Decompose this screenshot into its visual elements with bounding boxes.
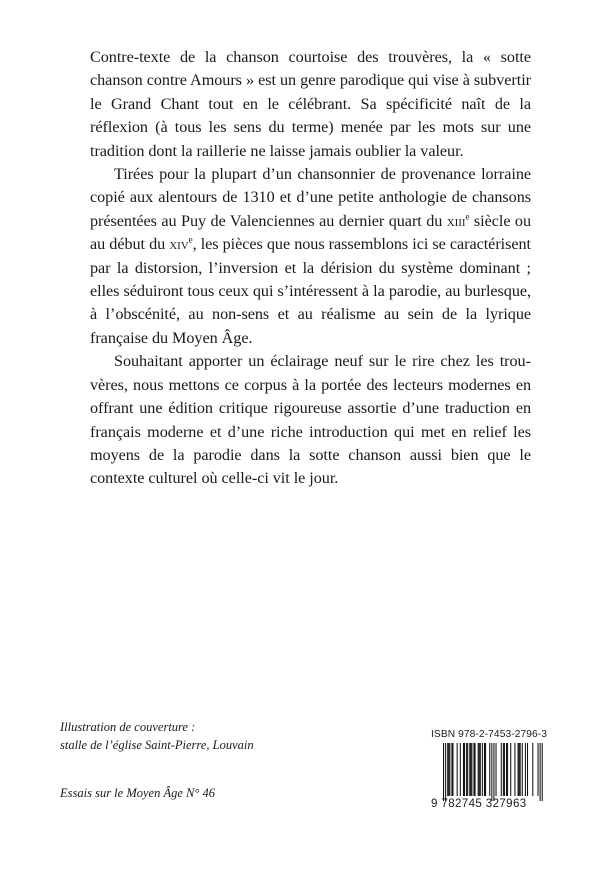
barcode-digit-groups: 782745 327963 [441,798,527,810]
barcode-bar [466,743,467,796]
barcode-bar [470,743,471,796]
century-superscript-2: e [188,234,193,245]
blurb-paragraph-2-part-a: Tirées pour la plupart d’un chansonnier de provenance lorraine copié aux alentours de 1310 et d’une petite anthologie de chansons présentées au Puy de Valenciennes au dernier quart du [90,165,531,230]
barcode-first-digit: 9 [431,798,438,810]
barcode-bar [514,743,515,796]
century-roman-13: xiii [446,211,466,230]
barcode-bar [522,743,523,796]
barcode-bar [525,743,526,796]
barcode-bar [519,743,520,796]
century-roman-14: xiv [169,235,189,254]
barcode-bar [518,743,519,796]
barcode-bar [501,743,502,796]
barcode-bar [445,743,446,801]
barcode-bar [475,743,476,796]
series-title: Essais sur le Moyen Âge N° 46 [60,786,215,800]
barcode-bar [503,743,504,796]
barcode-bar [443,743,444,801]
barcode-bar [448,743,449,796]
barcode-bar [504,743,505,796]
barcode-bar [493,743,494,801]
barcode-bar [507,743,508,796]
barcode-bar [471,743,472,796]
barcode-bar [485,743,486,796]
illustration-credit-line-2: stalle de l’église Saint-Pierre, Louvain [60,738,254,752]
isbn-barcode [431,729,549,815]
barcode-bar [520,743,521,796]
barcode-bar [478,743,479,796]
blurb [90,46,531,491]
barcode-bars [431,743,549,801]
barcode-bar [542,743,543,801]
barcode-bar [510,743,511,796]
barcode-bar [496,743,497,796]
illustration-credit-line-1: Illustration de couverture : [60,720,196,734]
barcode-bar [532,743,533,796]
barcode-bar [460,743,461,796]
century-superscript-1: e [465,211,470,222]
blurb-paragraph-2-part-c: , les pièces que nous rassemblons ici se caractérisent par la distorsion, l’inversion et la dérision du système dominant ; elles séduiront tous ceux qui s’intéressent à la parodie, au burlesque, à l’obscénité, au non-sens et au réalisme au sein de la lyrique française du Moyen Âge. [90,235,531,347]
barcode-bar [463,743,464,796]
barcode-bar [491,743,492,801]
blurb-paragraph-3: Souhaitant apporter un éclairage neuf sur le rire chez les trouvères, nous mettons ce corpus à la portée des lecteurs modernes en offrant une édition critique rigoureuse assortie d’une traduction en français moderne et d’une riche introduction qui met en relief les moyens de la parodie dans la sotte chanson aussi bien que le contexte culturel où celle-ci vit le jour. [90,352,531,488]
barcode-bar [540,743,541,801]
barcode-bar [489,743,490,796]
barcode-bar [447,743,448,796]
barcode-bar [452,743,453,796]
barcode-bar [484,743,485,796]
barcode-digits [431,798,549,810]
barcode-bar [469,743,470,796]
barcode-bar [480,743,481,796]
barcode-bar [464,743,465,796]
barcode-bar [457,743,458,796]
barcode-bar [479,743,480,796]
barcode-bar [467,743,468,796]
barcode-bar [451,743,452,796]
barcode-bar [449,743,450,796]
barcode-bar [506,743,507,796]
barcode-bar [473,743,474,796]
blurb-paragraph-1: Contre-texte de la chanson courtoise des trouvères, la « sotte chanson contre Amours » est un genre parodique qui vise à subvertir le Grand Chant tout en le célébrant. Sa spécificité naît de la réflexion (à tous les sens du terme) menée par les mots sur une tradition dont la raillerie ne laisse jamais oublier la valeur. [90,48,531,160]
isbn-label: ISBN 978-2-7453-2796-3 [431,729,548,740]
barcode-bar [527,743,528,796]
blurb-paragraph-2 [90,163,531,350]
illustration-credit [60,718,254,754]
barcode-bar [482,743,483,796]
blurb-paragraph-2-part-b: siècle ou au début du [90,211,531,254]
barcode-bar [538,743,539,796]
